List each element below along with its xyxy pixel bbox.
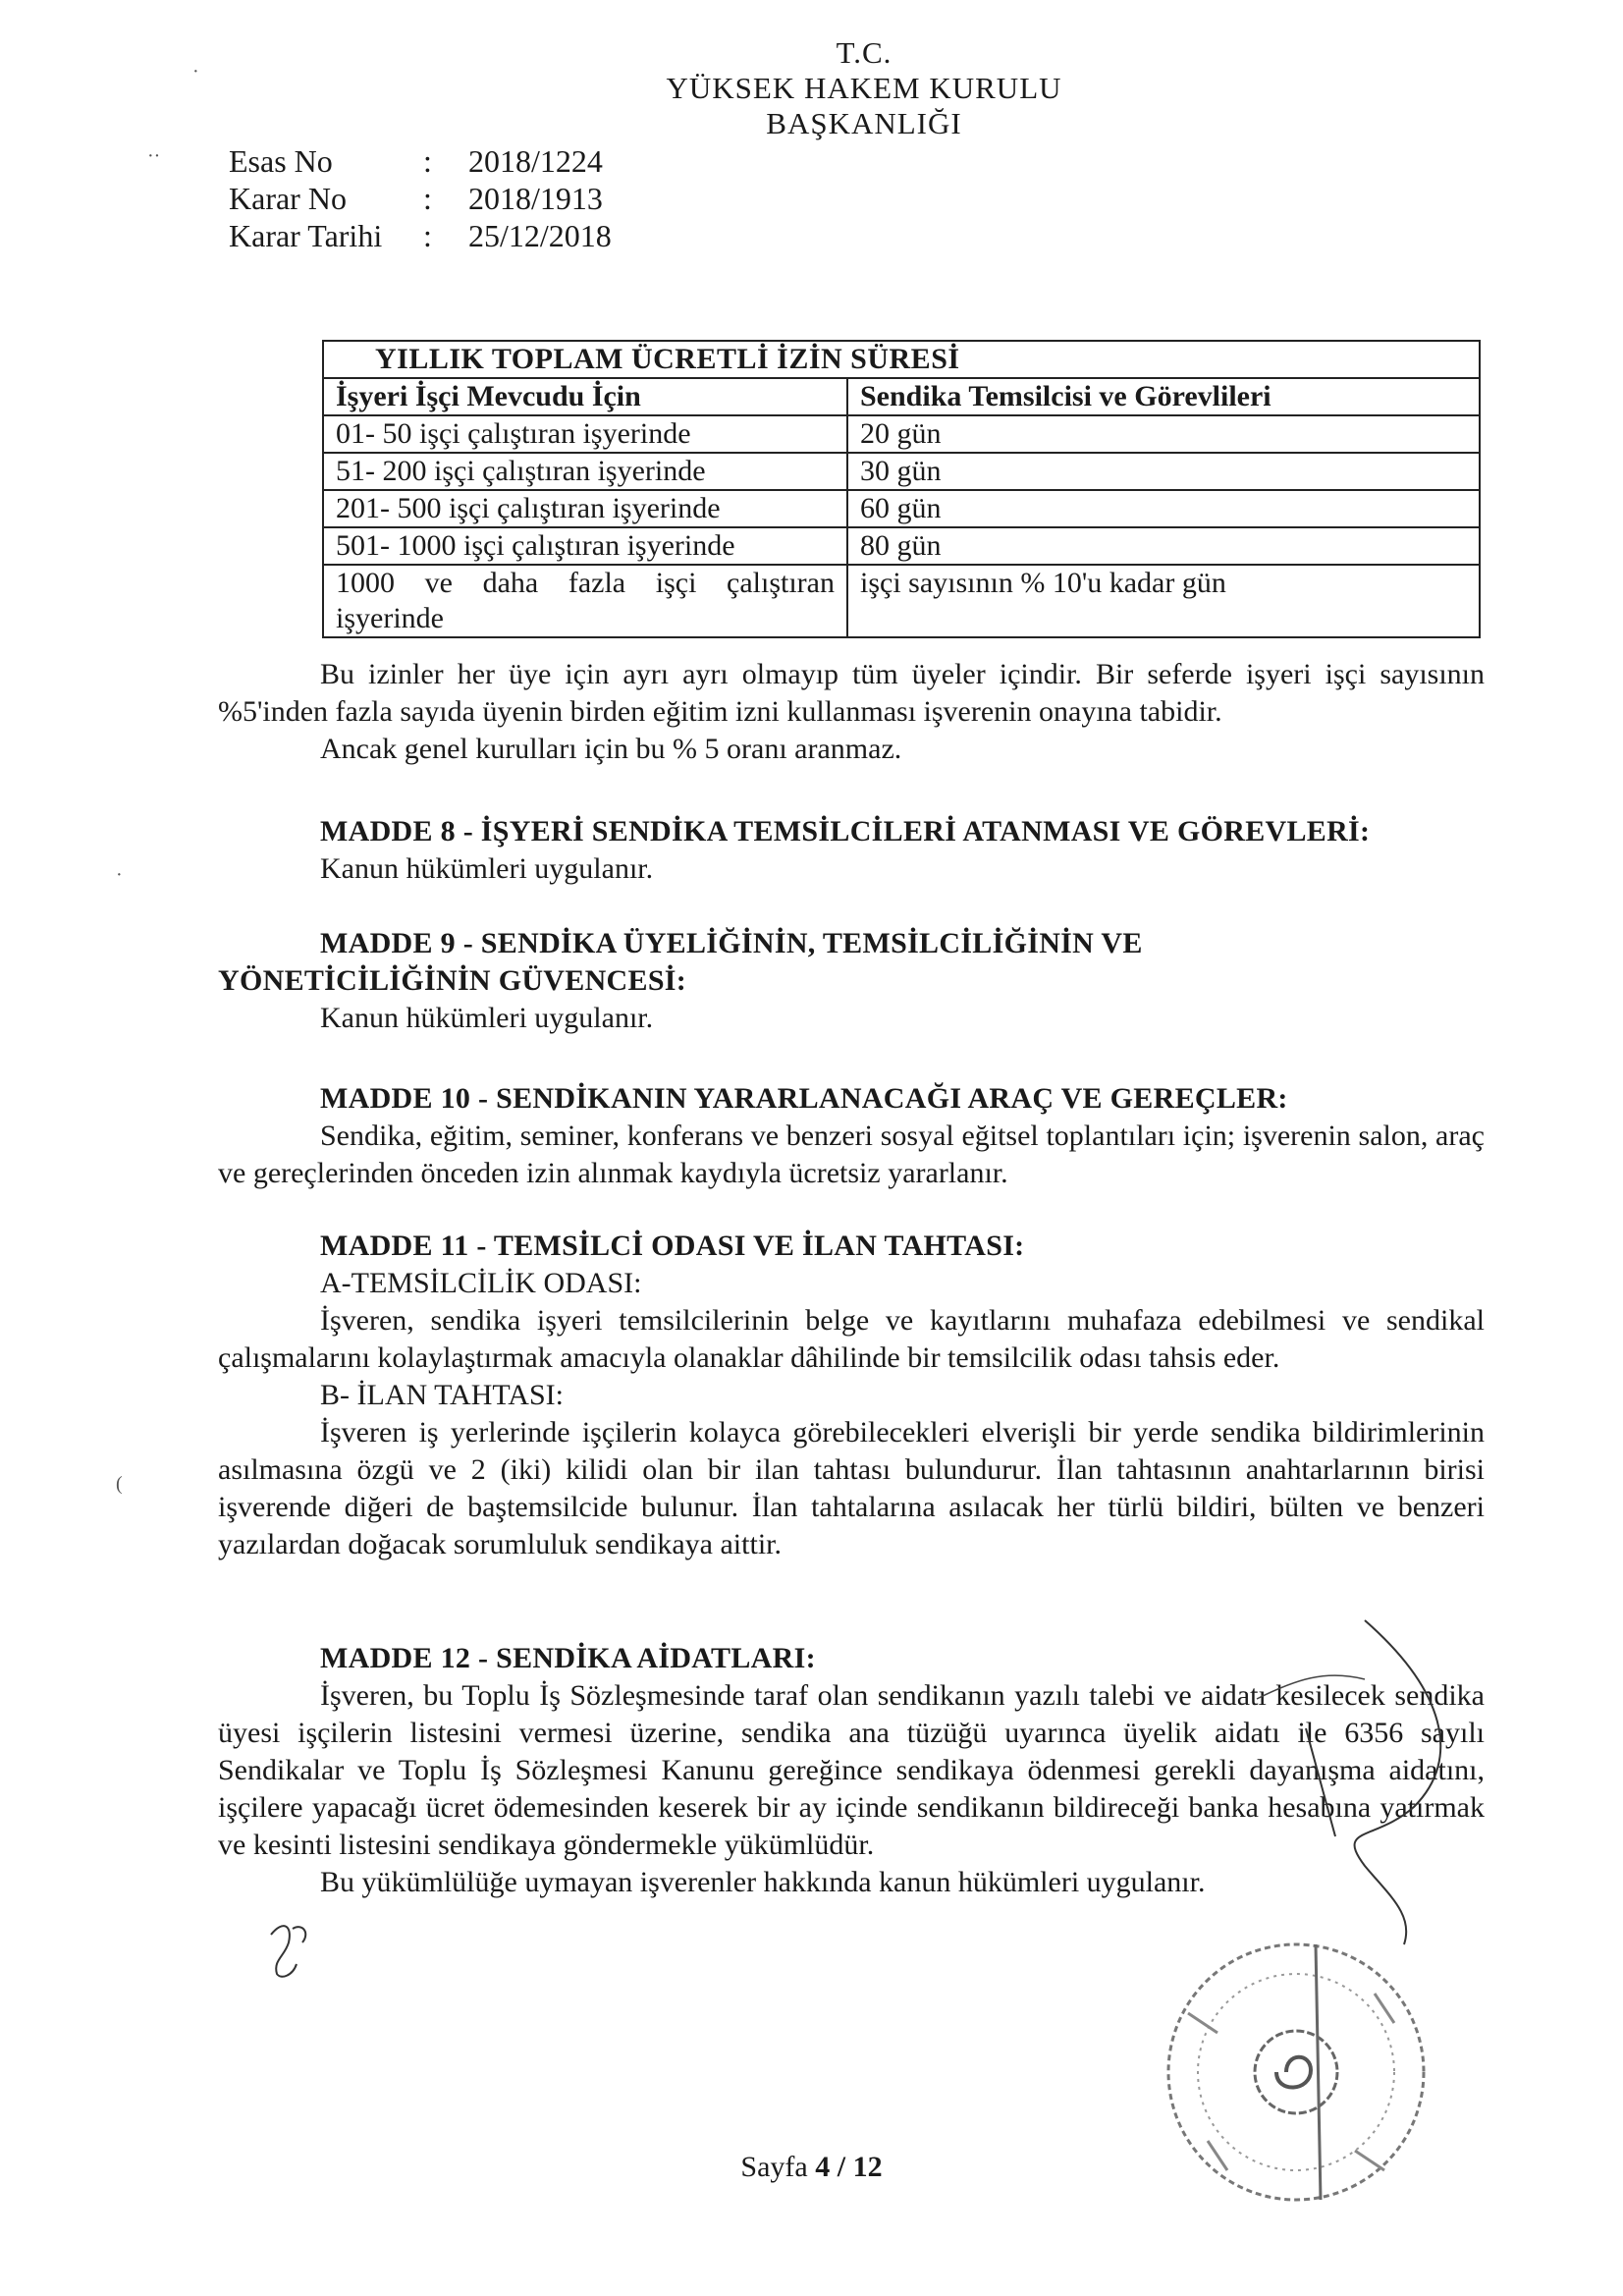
page-number (0, 2151, 1623, 2184)
meta-value: 2018/1913 (468, 181, 603, 216)
article-body: İşveren, bu Toplu İş Sözleşmesinde taraf olan sendikanın yazılı talebi ve aidatı kesilecek sendika üyesi işçilerin listesini vermesi üzerine, sendika ana tüzüğü uyarınca üyelik aidatı ile 6356 sayılı Sendikalar ve Toplu İş Sözleşmesi Kanunu gereğince sendikaya ödenmesi gerekli dayanışma aidatını, işçilere yapacağı ücret ödemesinden keserek bir ay içinde sendikanın bildireceği banka hesabına yatırmak ve kesinti listesini sendikaya göndermekle yükümlüdür. (218, 1679, 1485, 1861)
article-body: İşveren, sendika işyeri temsilcilerinin belge ve kayıtlarını muhafaza edebilmesi ve sendikal çalışmalarını kolaylaştırmak amacıyla olanaklar dâhilinde bir temsilcilik odası tahsis eder. (218, 1304, 1485, 1374)
range-line-2: işyerinde (336, 602, 444, 634)
table-cell-range: 01- 50 işçi çalıştıran işyerinde (323, 415, 847, 453)
table-row (323, 453, 1480, 490)
table-cell-days: 20 gün (847, 415, 1480, 453)
article-heading: MADDE 10 - SENDİKANIN YARARLANACAĞI ARAÇ VE GEREÇLER: (320, 1082, 1288, 1115)
table-header-row (323, 378, 1480, 415)
case-metadata (229, 142, 612, 254)
article-body: Kanun hükümleri uygulanır. (320, 1002, 654, 1034)
article-body: İşveren iş yerlerinde işçilerin kolayca görebilecekleri elverişli bir yerde sendika bildirimlerinin asılmasına özgü ve 2 (iki) kilidi olan bir ilan tahtası bulundurur. İlan tahtasının anahtarlarının birisi işverende diğeri de baştemsilcide bulunur. İlan tahtalarına asılacak her türlü bildiri, bülten ve benzeri yazılardan doğacak sorumluluk sendikaya aittir. (218, 1416, 1485, 1560)
meta-separator: : (423, 181, 432, 216)
header-line-presidency: BAŞKANLIĞI (766, 106, 962, 140)
article-8 (218, 813, 1485, 888)
page-count: 4 / 12 (815, 2151, 883, 2183)
article-heading: MADDE 8 - İŞYERİ SENDİKA TEMSİLCİLERİ ATANMASI VE GÖREVLERİ: (320, 815, 1371, 847)
meta-separator: : (423, 218, 432, 253)
table-cell-range: 501- 1000 işçi çalıştıran işyerinde (323, 527, 847, 565)
table-title: YILLIK TOPLAM ÜCRETLİ İZİN SÜRESİ (323, 341, 1480, 378)
article-11 (218, 1228, 1485, 1563)
article-heading-continued: YÖNETİCİLİĞİNİN GÜVENCESİ: (218, 964, 687, 997)
meta-value: 2018/1224 (468, 143, 603, 179)
meta-value: 25/12/2018 (468, 218, 612, 253)
subsection-heading: A-TEMSİLCİLİK ODASI: (320, 1267, 642, 1299)
table-cell-range (323, 565, 847, 637)
article-9 (218, 925, 1485, 1037)
article-body: Sendika, eğitim, seminer, konferans ve benzeri sosyal eğitsel toplantıları için; işverenin salon, araç ve gereçlerinden önceden izin alınmak kaydıyla ücretsiz yararlanır. (218, 1120, 1485, 1189)
scan-speck: ( (116, 1473, 123, 1495)
annual-leave-table (322, 340, 1481, 638)
table-cell-range: 51- 200 işçi çalıştıran işyerinde (323, 453, 847, 490)
header-line-tc: T.C. (836, 35, 893, 70)
institution-header (628, 35, 1100, 141)
subsection-heading: B- İLAN TAHTASI: (320, 1379, 564, 1411)
note-paragraph: Ancak genel kurulları için bu % 5 oranı aranmaz. (320, 733, 902, 765)
meta-label: Esas No (229, 143, 333, 179)
article-heading: MADDE 12 - SENDİKA AİDATLARI: (320, 1642, 816, 1674)
table-cell-days: 60 gün (847, 490, 1480, 527)
table-row (323, 565, 1480, 637)
table-row (323, 527, 1480, 565)
article-heading: MADDE 9 - SENDİKA ÜYELİĞİNİN, TEMSİLCİLİĞİNİN VE (320, 927, 1143, 959)
signature-mark (1217, 1611, 1473, 1964)
meta-row-karar (229, 180, 612, 217)
range-line-1: 1000 ve daha fazla işçi çalıştıran (336, 567, 835, 599)
table-row (323, 490, 1480, 527)
scan-speck: · (116, 864, 123, 886)
scan-speck: · (192, 61, 199, 82)
note-paragraph: Bu izinler her üye için ayrı ayrı olmayıp tüm üyeler içindir. Bir seferde işyeri işçi sayısının %5'inden fazla sayıda üyenin birden eğitim izni kullanması işverenin onayına tabidir. (218, 658, 1485, 728)
meta-separator: : (423, 143, 432, 179)
table-row (323, 415, 1480, 453)
meta-label: Karar Tarihi (229, 218, 383, 253)
article-10 (218, 1080, 1485, 1192)
article-body: Kanun hükümleri uygulanır. (320, 852, 654, 885)
column-header-workforce: İşyeri İşçi Mevcudu İçin (323, 378, 847, 415)
column-header-representatives: Sendika Temsilcisi ve Görevlileri (847, 378, 1480, 415)
article-heading: MADDE 11 - TEMSİLCİ ODASI VE İLAN TAHTASI: (320, 1230, 1025, 1262)
table-cell-days: 80 gün (847, 527, 1480, 565)
article-body: Bu yükümlülüğe uymayan işverenler hakkında kanun hükümleri uygulanır. (320, 1866, 1206, 1898)
table-cell-days: işçi sayısının % 10'u kadar gün (847, 565, 1480, 637)
meta-row-esas (229, 142, 612, 180)
meta-row-tarih (229, 217, 612, 254)
table-title-row (323, 341, 1480, 378)
table-cell-days: 30 gün (847, 453, 1480, 490)
scan-speck: ·· (147, 145, 161, 167)
meta-label: Karar No (229, 181, 347, 216)
table-cell-range: 201- 500 işçi çalıştıran işyerinde (323, 490, 847, 527)
page-label: Sayfa (740, 2151, 808, 2183)
header-line-court: YÜKSEK HAKEM KURULU (666, 71, 1062, 105)
handwritten-initial (263, 1915, 322, 1984)
leave-note (218, 656, 1485, 768)
